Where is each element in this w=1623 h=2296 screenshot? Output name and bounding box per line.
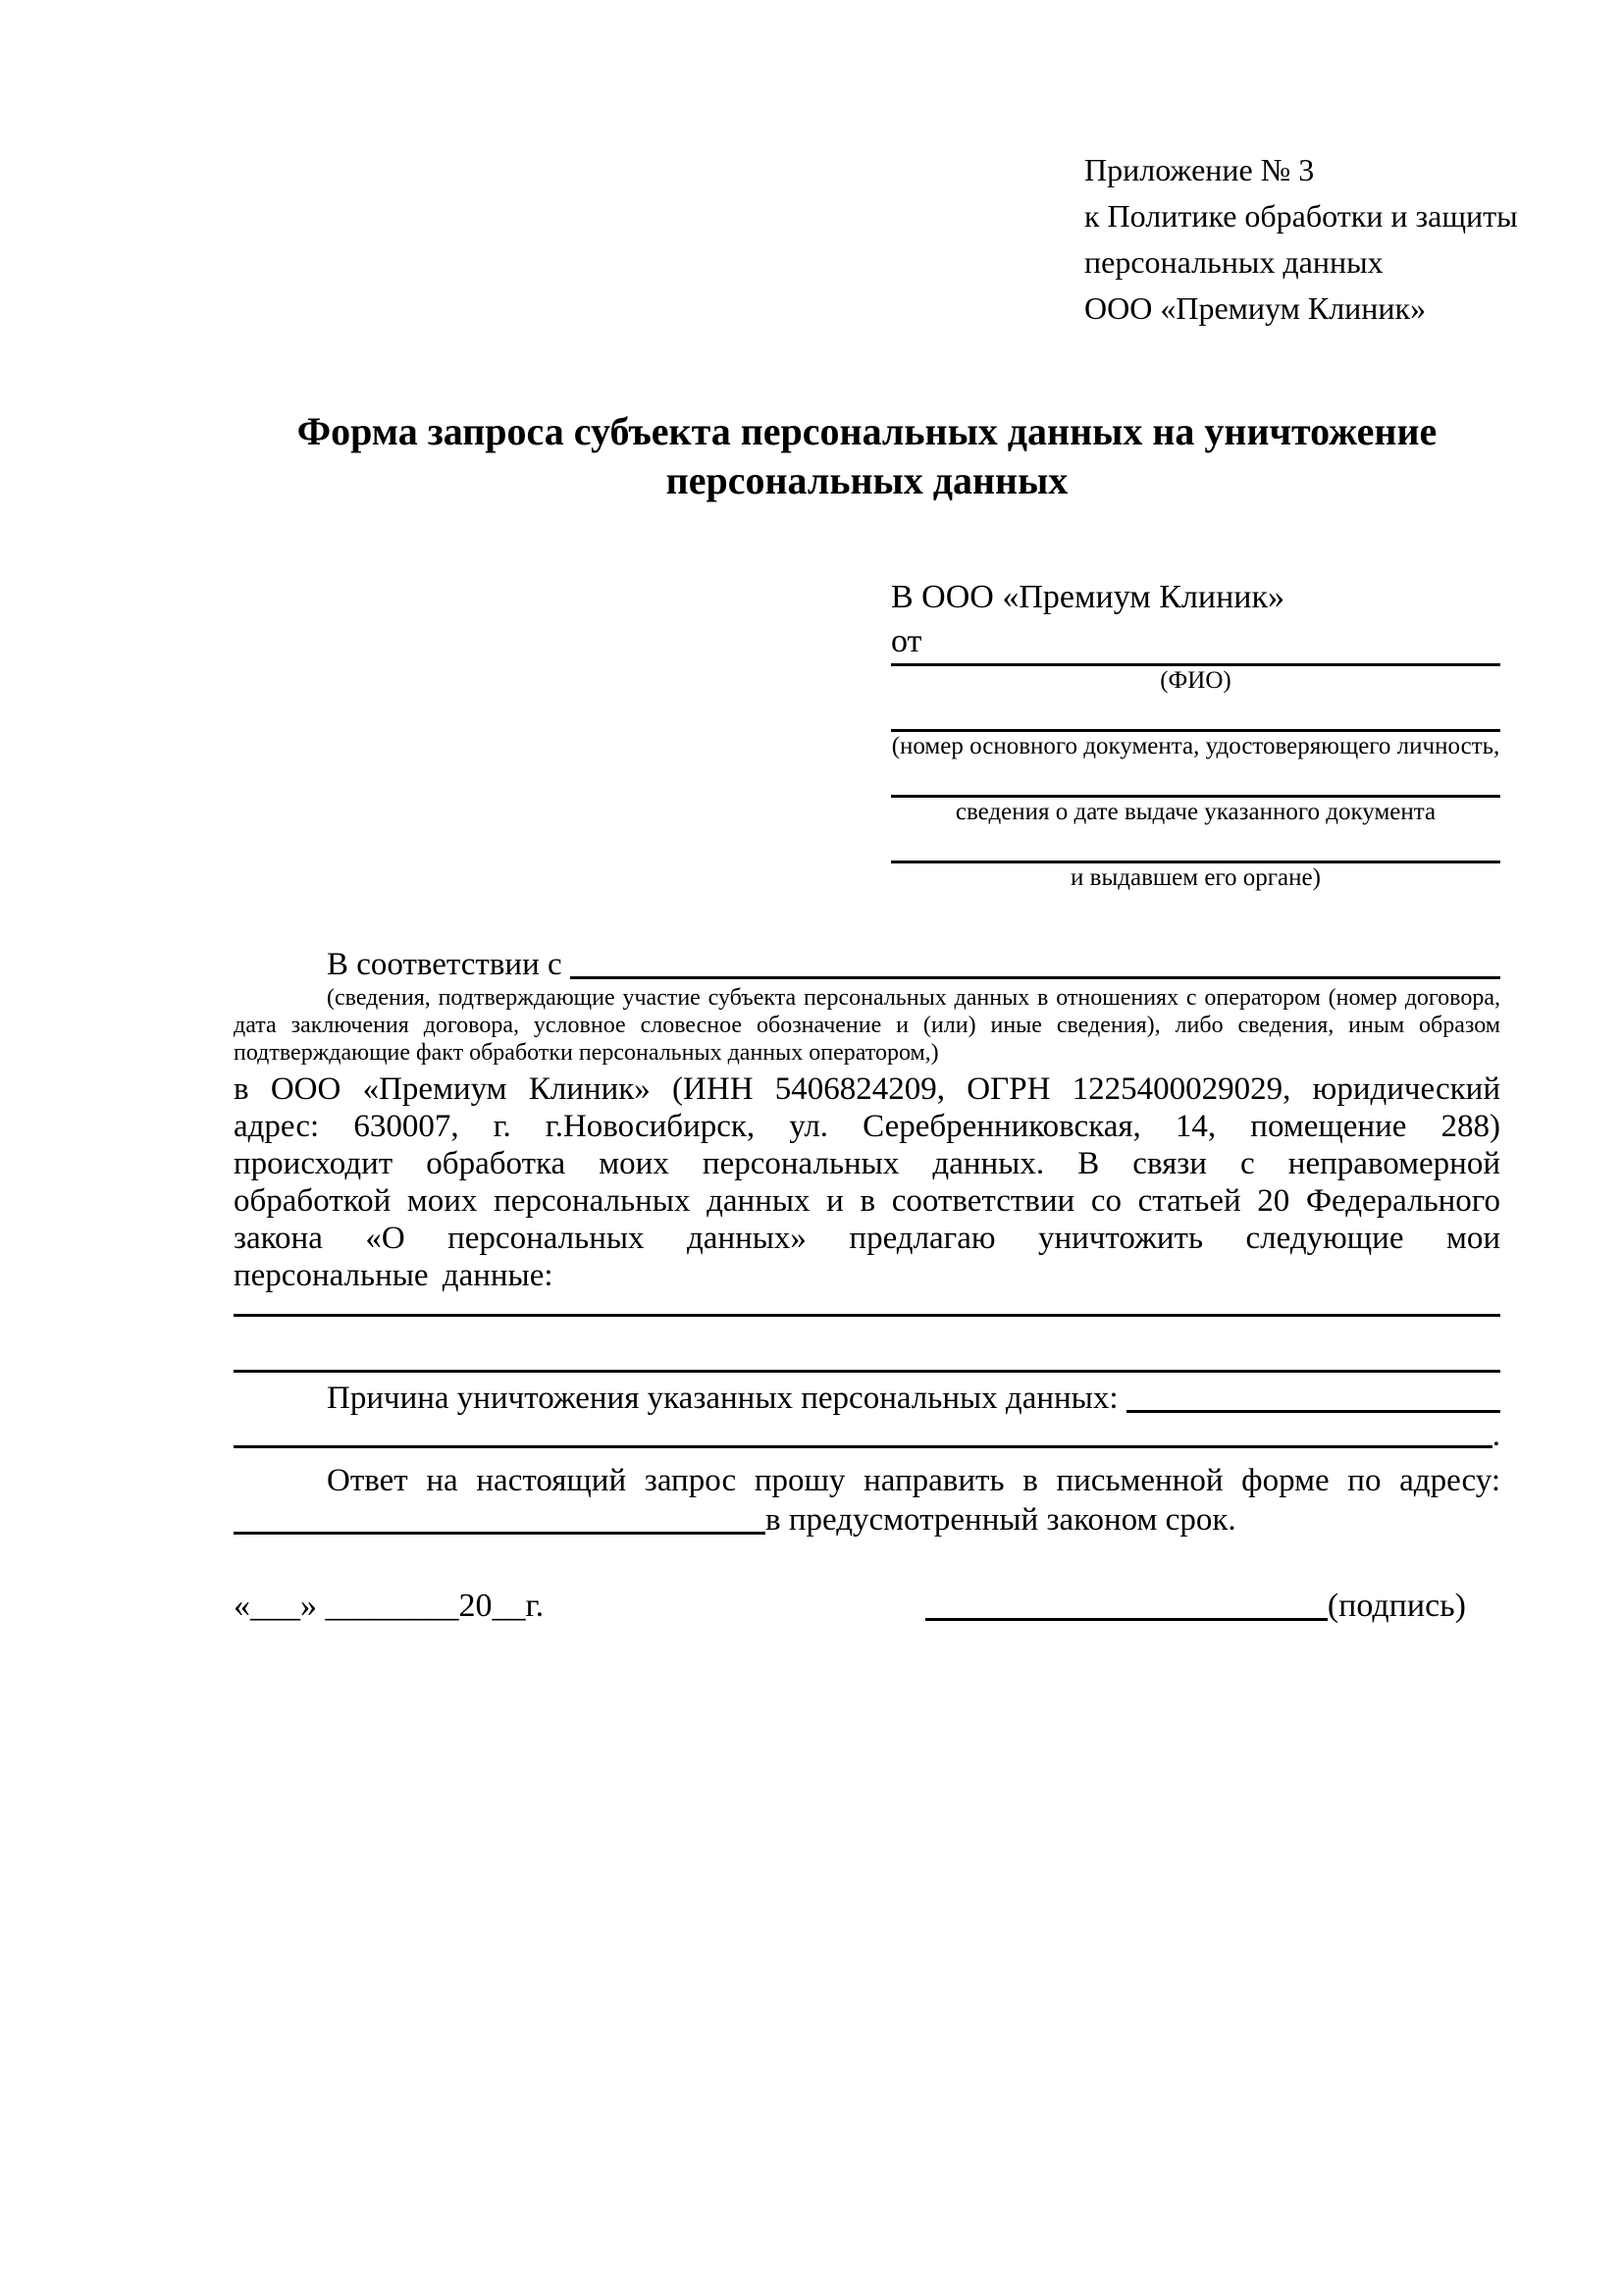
answer-paragraph: Ответ на настоящий запрос прошу направить в письменной форме по адресу:: [327, 1463, 1500, 1498]
accordance-blank-line: [570, 945, 1500, 979]
personal-data-blank-line-1: [234, 1294, 1500, 1317]
issue-date-caption: сведения о дате выдаче указанного документа: [955, 799, 1437, 825]
recipient-from-label: от: [891, 623, 922, 659]
sentence-period: .: [1492, 1418, 1500, 1453]
document-number-caption: (номер основного документа, удостоверяющего личность,: [891, 733, 1500, 759]
accordance-lead: В соответствии с: [327, 947, 562, 982]
personal-data-blank-line-2: [234, 1317, 1500, 1373]
address-row: [234, 1500, 1500, 1539]
fio-caption: (ФИО): [1160, 667, 1231, 694]
reason-blank-line: [1126, 1379, 1500, 1413]
reason-blank-line-2: [234, 1418, 1492, 1448]
appendix-line-1: Приложение № 3: [1084, 152, 1315, 187]
signature-blank-line: [925, 1587, 1328, 1621]
document-title: Форма запроса субъекта персональных данных на уничтожение персональных данных: [296, 409, 1438, 502]
reason-row: [234, 1379, 1500, 1418]
recipient-to: В ООО «Премиум Клиник»: [891, 579, 1285, 615]
date-signature-row: [234, 1587, 1500, 1626]
recipient-block: [891, 574, 1500, 893]
issuing-authority-caption: и выдавшем его органе): [1071, 864, 1321, 891]
appendix-line-2: к Политике обработки и защиты: [1084, 198, 1518, 234]
body-paragraph: в ООО «Премиум Клиник» (ИНН 5406824209, ОГРН 1225400029029, юридический адрес: 630007, г. г.Новосибирск, ул. Серебренниковская, 14, помещение 288) происходит обработка моих персональных данных. В связи с неправомерной обработкой моих персональных данных и в соответствии со статьей 20 Федерального закона «О персональных данных» предлагаю уничтожить следующие мои персональные данные:: [234, 1071, 1500, 1293]
appendix-block: [1084, 147, 1518, 332]
appendix-line-3: персональных данных: [1084, 244, 1384, 280]
answer-tail: в предусмотренный законом срок.: [765, 1502, 1236, 1538]
date-line: «___» ________20__г.: [234, 1588, 545, 1624]
reason-label: Причина уничтожения указанных персональных данных:: [327, 1381, 1119, 1416]
accordance-row: [234, 945, 1500, 984]
appendix-line-4: ООО «Премиум Клиник»: [1084, 290, 1427, 326]
reason-continuation-row: [234, 1418, 1500, 1453]
signature-caption: (подпись): [1327, 1588, 1466, 1624]
address-blank-line: [234, 1500, 765, 1535]
signature-area: [925, 1587, 1466, 1626]
accordance-note: (сведения, подтверждающие участие субъекта персональных данных в отношениях с оператором (номер договора, дата заключения договора, условное словесное обозначение и (или) иные сведения), либо сведения, иным образом подтверждающие факт обработки персональных данных оператором,): [234, 985, 1500, 1066]
